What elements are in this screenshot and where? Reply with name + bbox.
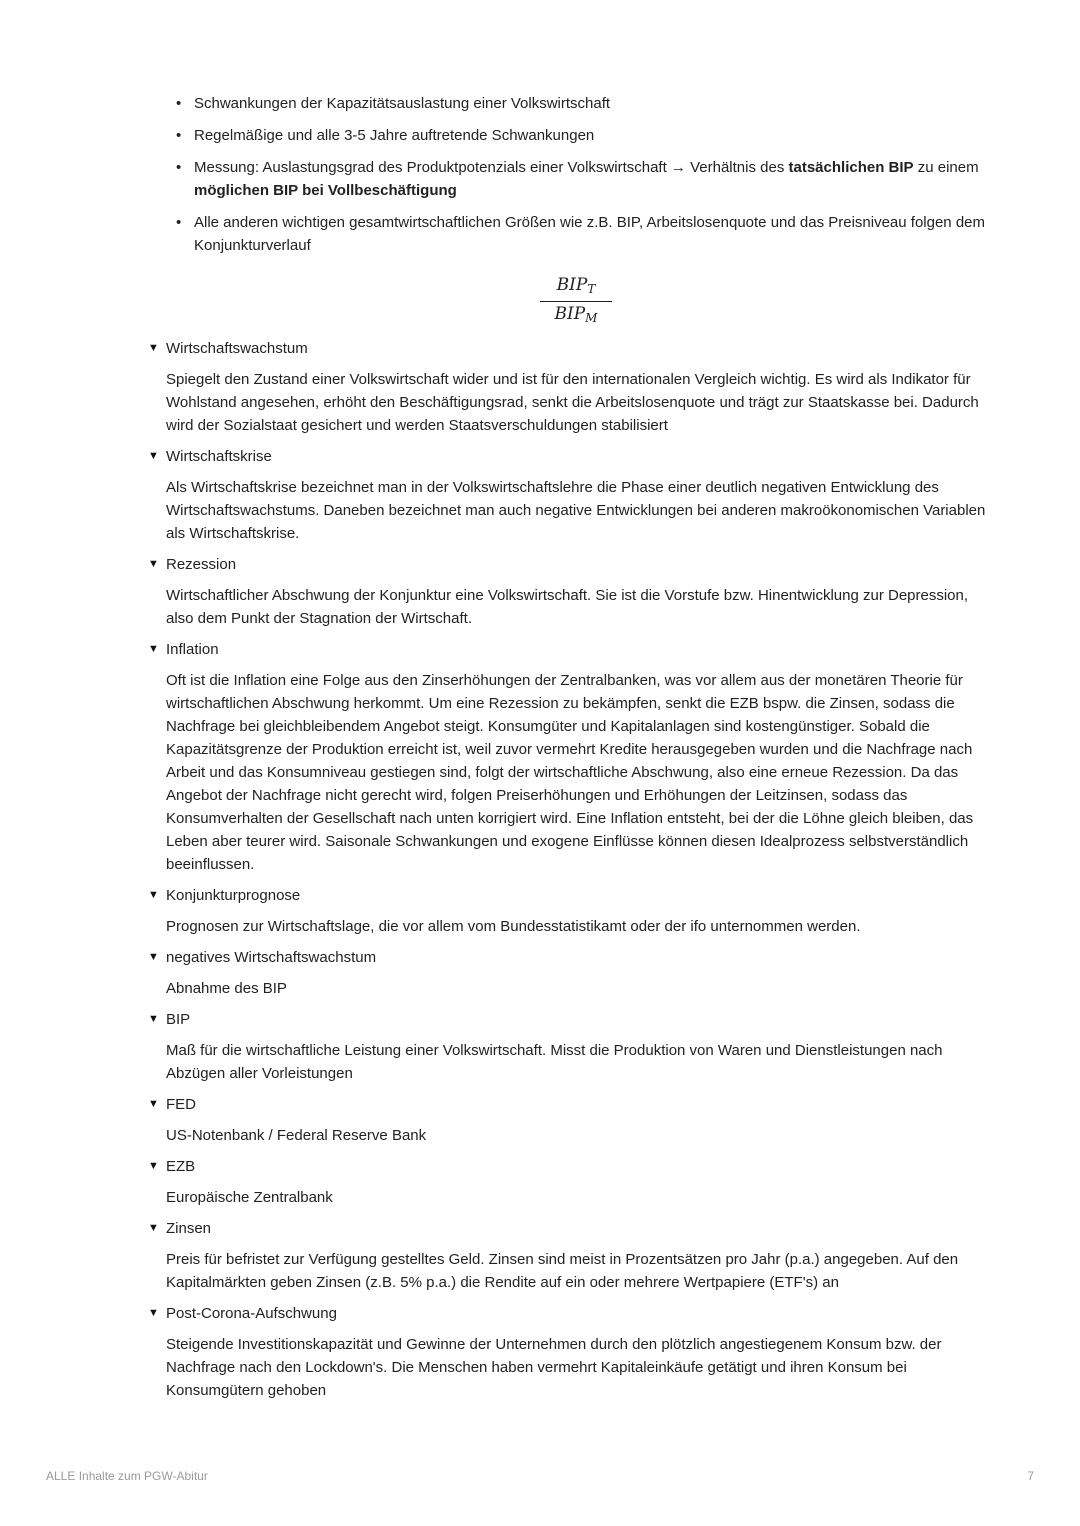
formula-denominator	[540, 302, 612, 329]
toggle-triangle-icon[interactable]: ▼	[148, 1222, 159, 1234]
toggle-block-rezession	[148, 553, 998, 630]
bullet-bold-text: tatsächlichen BIP	[788, 159, 914, 176]
toggle-title: Post-Corona-Aufschwung	[166, 1305, 337, 1322]
bullet-item	[176, 156, 996, 202]
toggle-block-wirtschaftswachstum	[148, 337, 998, 437]
toggle-title: Zinsen	[166, 1220, 212, 1237]
toggle-block-post-corona-aufschwung	[148, 1302, 998, 1402]
bullet-text: Alle anderen wichtigen gesamtwirtschaftlichen Größen wie z.B. BIP, Arbeitslosenquote und das Preisniveau folgen dem Konjunkturverlauf	[194, 214, 986, 254]
toggle-body: Oft ist die Inflation eine Folge aus den Zinserhöhungen der Zentralbanken, was vor allem aus der monetären Theorie für wirtschaftlichen Abschwung herkommt. Um eine Rezession zu bekämpfen, senkt die EZB bspw. die Zinsen, sodass die Nachfrage bei gleichbleibendem Angebot steigt. Konsumgüter und Kapitalanlagen sind kostengünstiger. Sobald die Kapazitätsgrenze der Produktion erreicht ist, weil zuvor vermehrt Kredite herausgegeben wurden und die Nachfrage nach Arbeit und das Konsumniveau gestiegen sind, folgt der wirtschaftliche Abschwung, also eine erneue Rezession. Da das Angebot der Nachfrage nicht gerecht wird, folgen Preiserhöhungen und Erhöhungen der Leitzinsen, sodass das Konsumverhalten der Gesellschaft nach unten korrigiert wird. Eine Inflation entsteht, bei der die Löhne gleich bleiben, das Leben aber teurer wird. Saisonale Schwankungen und exogene Einflüsse können diesen Idealprozess selbstverständlich beeinflussen.	[166, 672, 974, 873]
toggle-body: Wirtschaftlicher Abschwung der Konjunktur eine Volkswirtschaft. Sie ist die Vorstufe bzw. Hinentwicklung zur Depression, also dem Punkt der Stagnation der Wirtschaft.	[166, 587, 969, 627]
toggle-body: US-Notenbank / Federal Reserve Bank	[166, 1127, 427, 1144]
bullet-text: Schwankungen der Kapazitätsauslastung einer Volkswirtschaft	[194, 95, 611, 112]
toggle-title: EZB	[166, 1158, 196, 1175]
toggle-header[interactable]	[148, 946, 998, 969]
bullet-item	[176, 124, 996, 147]
toggle-block-ezb	[148, 1155, 998, 1209]
toggle-body: Preis für befristet zur Verfügung gestelltes Geld. Zinsen sind meist in Prozentsätzen pro Jahr (p.a.) angegeben. Auf den Kapitalmärkten geben Zinsen (z.B. 5% p.a.) die Rendite auf ein oder mehrere Wertpapiere (ETF's) an	[166, 1251, 959, 1291]
toggle-header[interactable]	[148, 337, 998, 360]
bullet-list	[176, 92, 996, 266]
bullet-text: Messung: Auslastungsgrad des Produktpotenzials einer Volkswirtschaft → Verhältnis des	[194, 159, 789, 176]
toggle-block-bip	[148, 1008, 998, 1085]
formula-numerator-base: BIP	[556, 275, 588, 295]
formula-denominator-base: BIP	[554, 304, 586, 324]
formula-numerator	[540, 274, 612, 302]
formula-numerator-subscript: T	[587, 282, 596, 296]
toggle-title: Wirtschaftswachstum	[166, 340, 308, 357]
toggle-header[interactable]	[148, 884, 998, 907]
bullet-bold-text: möglichen BIP bei Vollbeschäftigung	[194, 182, 457, 199]
toggle-title: Inflation	[166, 641, 219, 658]
toggle-triangle-icon[interactable]: ▼	[148, 1307, 159, 1319]
toggle-block-inflation	[148, 638, 998, 876]
toggle-body: Maß für die wirtschaftliche Leistung einer Volkswirtschaft. Misst die Produktion von Waren und Dienstleistungen nach Abzügen aller Vorleistungen	[166, 1042, 943, 1082]
toggle-title: FED	[166, 1096, 196, 1113]
toggle-header[interactable]	[148, 1008, 998, 1031]
toggle-block-fed	[148, 1093, 998, 1147]
toggle-header[interactable]	[148, 638, 998, 661]
toggle-triangle-icon[interactable]: ▼	[148, 342, 159, 354]
toggle-body: Spiegelt den Zustand einer Volkswirtschaft wider und ist für den internationalen Vergleich wichtig. Es wird als Indikator für Wohlstand angesehen, erhöht den Beschäftigungsrad, senkt die Arbeitslosenquote und trägt zur Staatskasse bei. Dadurch wird der Sozialstaat gesichert und werden Staatsverschuldungen stabilisiert	[166, 371, 979, 434]
toggle-block-wirtschaftskrise	[148, 445, 998, 545]
toggle-header[interactable]	[148, 445, 998, 468]
toggle-title: Rezession	[166, 556, 237, 573]
toggle-block-konjunkturprognose	[148, 884, 998, 938]
toggle-triangle-icon[interactable]: ▼	[148, 643, 159, 655]
toggle-block-zinsen	[148, 1217, 998, 1294]
bullet-text: zu einem	[913, 159, 979, 176]
page-number: 7	[1027, 1469, 1034, 1483]
toggle-header[interactable]	[148, 1155, 998, 1178]
toggle-block-negatives-wirtschaftswachstum	[148, 946, 998, 1000]
toggle-body: Abnahme des BIP	[166, 980, 287, 997]
toggle-triangle-icon[interactable]: ▼	[148, 1160, 159, 1172]
bullet-item	[176, 92, 996, 115]
toggle-body: Als Wirtschaftskrise bezeichnet man in der Volkswirtschaftslehre die Phase einer deutlich negativen Entwicklung des Wirtschaftswachstums. Daneben bezeichnet man auch negative Entwicklungen bei anderen makroökonomischen Variablen als Wirtschaftskrise.	[166, 479, 986, 542]
toggle-title: BIP	[166, 1011, 191, 1028]
toggle-header[interactable]	[148, 1302, 998, 1325]
toggle-triangle-icon[interactable]: ▼	[148, 1013, 159, 1025]
toggle-header[interactable]	[148, 553, 998, 576]
formula-denominator-subscript: M	[585, 311, 598, 325]
toggle-triangle-icon[interactable]: ▼	[148, 1098, 159, 1110]
bip-ratio-formula	[540, 274, 612, 329]
toggle-header[interactable]	[148, 1093, 998, 1116]
toggle-triangle-icon[interactable]: ▼	[148, 889, 159, 901]
toggle-triangle-icon[interactable]: ▼	[148, 951, 159, 963]
toggle-title: negatives Wirtschaftswachstum	[166, 949, 377, 966]
footer-title: ALLE Inhalte zum PGW-Abitur	[46, 1469, 208, 1483]
toggle-body: Europäische Zentralbank	[166, 1189, 333, 1206]
toggle-title: Konjunkturprognose	[166, 887, 301, 904]
toggle-header[interactable]	[148, 1217, 998, 1240]
bullet-item	[176, 211, 996, 257]
toggle-body: Prognosen zur Wirtschaftslage, die vor allem vom Bundesstatistikamt oder der ifo unternommen werden.	[166, 918, 861, 935]
bullet-text: Regelmäßige und alle 3-5 Jahre auftretende Schwankungen	[194, 127, 595, 144]
toggle-title: Wirtschaftskrise	[166, 448, 272, 465]
toggle-body: Steigende Investitionskapazität und Gewinne der Unternehmen durch den plötzlich angestiegenem Konsum bzw. der Nachfrage nach den Lockdown's. Die Menschen haben vermehrt Kapitaleinkäufe getätigt und ihren Konsum bei Konsumgütern gehoben	[166, 1336, 942, 1399]
toggle-triangle-icon[interactable]: ▼	[148, 450, 159, 462]
toggle-list	[148, 337, 998, 1410]
toggle-triangle-icon[interactable]: ▼	[148, 558, 159, 570]
